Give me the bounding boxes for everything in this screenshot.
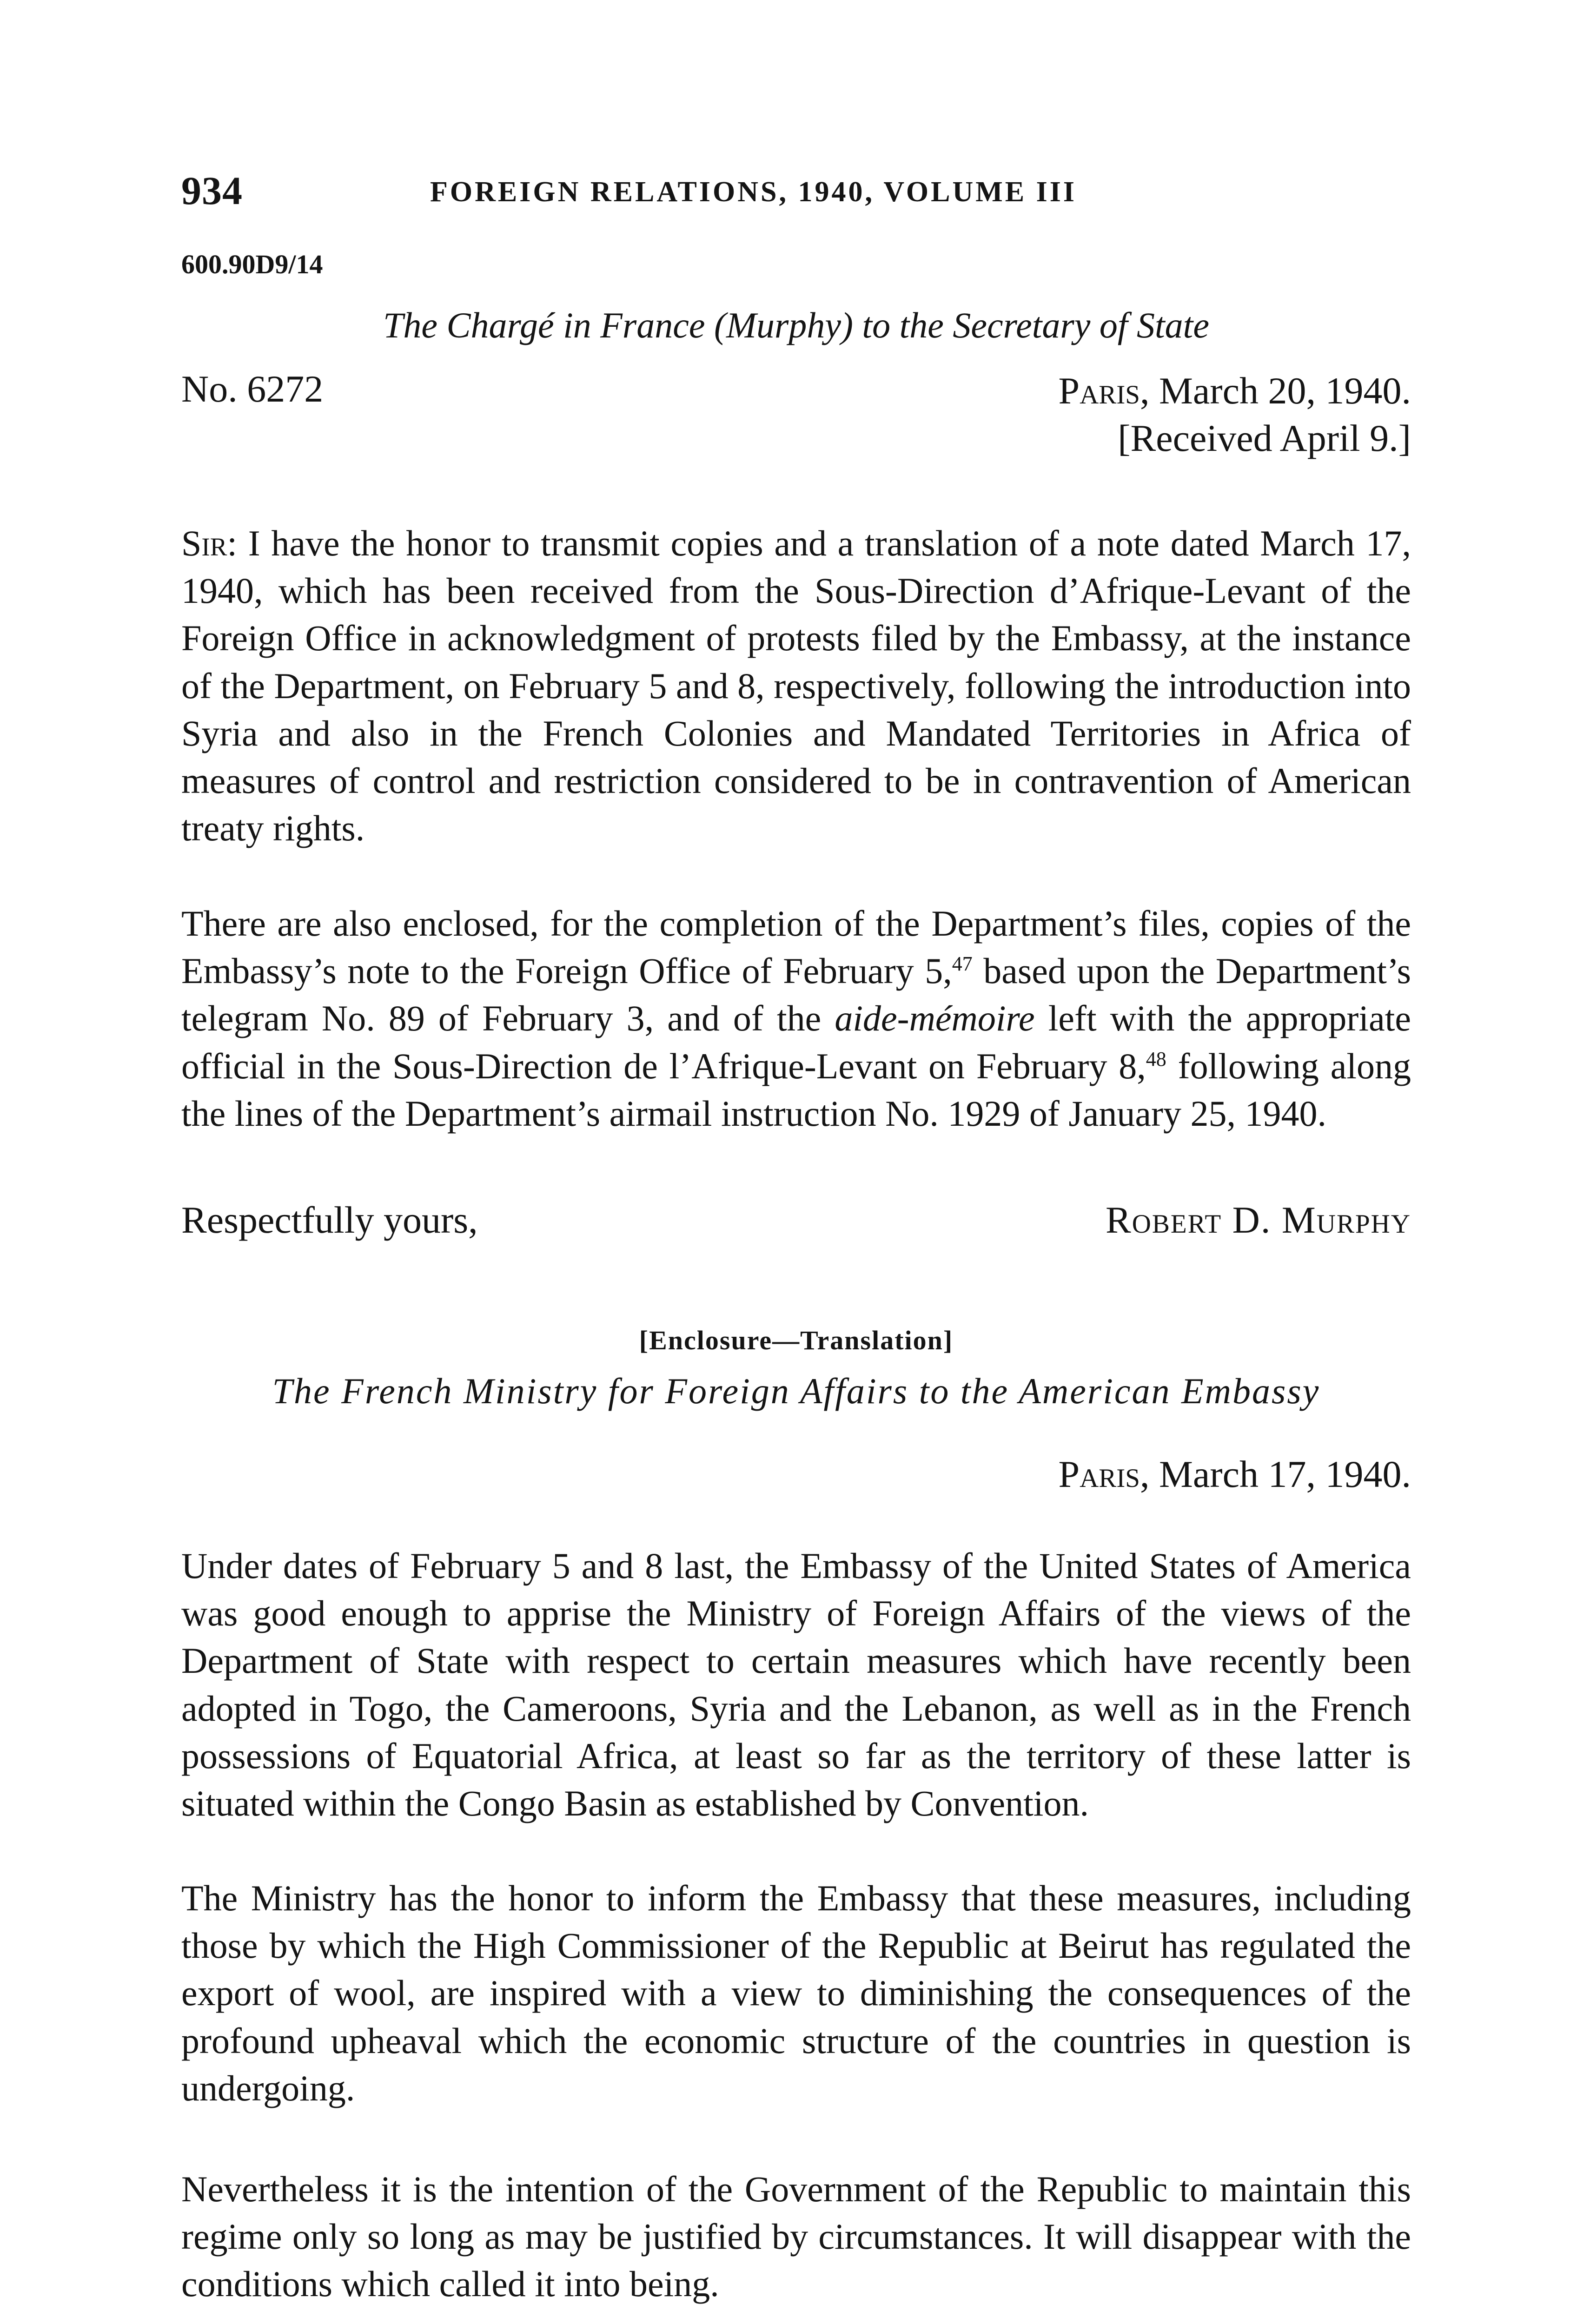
- enclosure-dateline: [181, 1452, 1411, 1496]
- received-date: [Received April 9.]: [1118, 417, 1411, 459]
- enclosure-title: The French Ministry for Foreign Affairs to the American Embassy: [272, 1371, 1320, 1411]
- document-date: [1059, 367, 1411, 415]
- dateline-date: , March 17, 1940.: [1140, 1453, 1411, 1495]
- closing-line: [181, 1198, 1411, 1242]
- salutation: Sir:: [181, 523, 238, 563]
- dateline-place: Paris: [1058, 370, 1140, 412]
- paragraph-text: following along the lines of the Department’s airmail instruction No. 1929 of January 25, 1940.: [181, 1045, 1411, 1134]
- enclosure-label: [Enclosure—Translation]: [639, 1325, 954, 1355]
- document-number-line: [181, 367, 1411, 459]
- enclosure-paragraph: Nevertheless it is the intention of the Government of the Republic to maintain this regime only so long as may be justified by circumstances. It will disappear with the conditions which called it into being.: [181, 2169, 1411, 2304]
- file-number: 600.90D9/14: [181, 249, 323, 279]
- footnote-reference: 47: [952, 952, 973, 976]
- signature: Robert D. Murphy: [1106, 1199, 1411, 1241]
- enclosure-paragraph: The Ministry has the honor to inform the Embassy that these measures, including those by which the High Commissioner of the Republic at Beirut has regulated the export of wool, are inspired with a view to diminishing the consequences of the profound upheaval which the economic structure of the countries in question is undergoing.: [181, 1878, 1411, 2108]
- page-number: 934: [181, 168, 243, 213]
- running-head: FOREIGN RELATIONS, 1940, VOLUME III: [430, 176, 1077, 208]
- paragraph-text: I have the honor to transmit copies and a translation of a note dated March 17, 1940, which has been received from the Sous-Direction d’Afrique-Levant of the Foreign Office in acknowledgment of protests filed by the Embassy, at the instance of the Department, on February 5 and 8, respectively, following the introduction into Syria and also in the French Colonies and Mandated Territories in Africa of measures of control and restriction considered to be in contravention of American treaty rights.: [181, 523, 1411, 849]
- body-paragraph: [181, 900, 1411, 1137]
- paragraph-text: left with the appropriate official in the Sous-Direction de l’Afrique-Levant on February 8,: [181, 998, 1411, 1086]
- document-dateline: [1059, 367, 1411, 462]
- dateline-date: , March 20, 1940.: [1140, 370, 1411, 412]
- page-header: [181, 167, 1411, 218]
- paragraph-text: based upon the Department’s telegram No. 89 of February 3, and of the: [181, 951, 1411, 1039]
- document-number: No. 6272: [181, 368, 324, 410]
- enclosure-paragraph: Under dates of February 5 and 8 last, the Embassy of the United States of America was good enough to apprise the Ministry of Foreign Affairs of the views of the Department of State with respect to certain measures which have recently been adopted in Togo, the Cameroons, Syria and the Lebanon, as well as in the French possessions of Equatorial Africa, at least so far as the territory of these latter is situated within the Congo Basin as established by Convention.: [181, 1545, 1411, 1824]
- dateline-place: Paris: [1058, 1453, 1140, 1495]
- complimentary-close: Respectfully yours,: [181, 1199, 478, 1241]
- footnote-reference: 48: [1146, 1047, 1166, 1070]
- body-paragraph: [181, 520, 1411, 852]
- paragraph-text: There are also enclosed, for the completion of the Department’s files, copies of the Embassy’s note to the Foreign Office of February 5,: [181, 903, 1411, 991]
- document-title: The Chargé in France (Murphy) to the Secretary of State: [383, 305, 1209, 345]
- italic-term: aide-mémoire: [835, 998, 1035, 1039]
